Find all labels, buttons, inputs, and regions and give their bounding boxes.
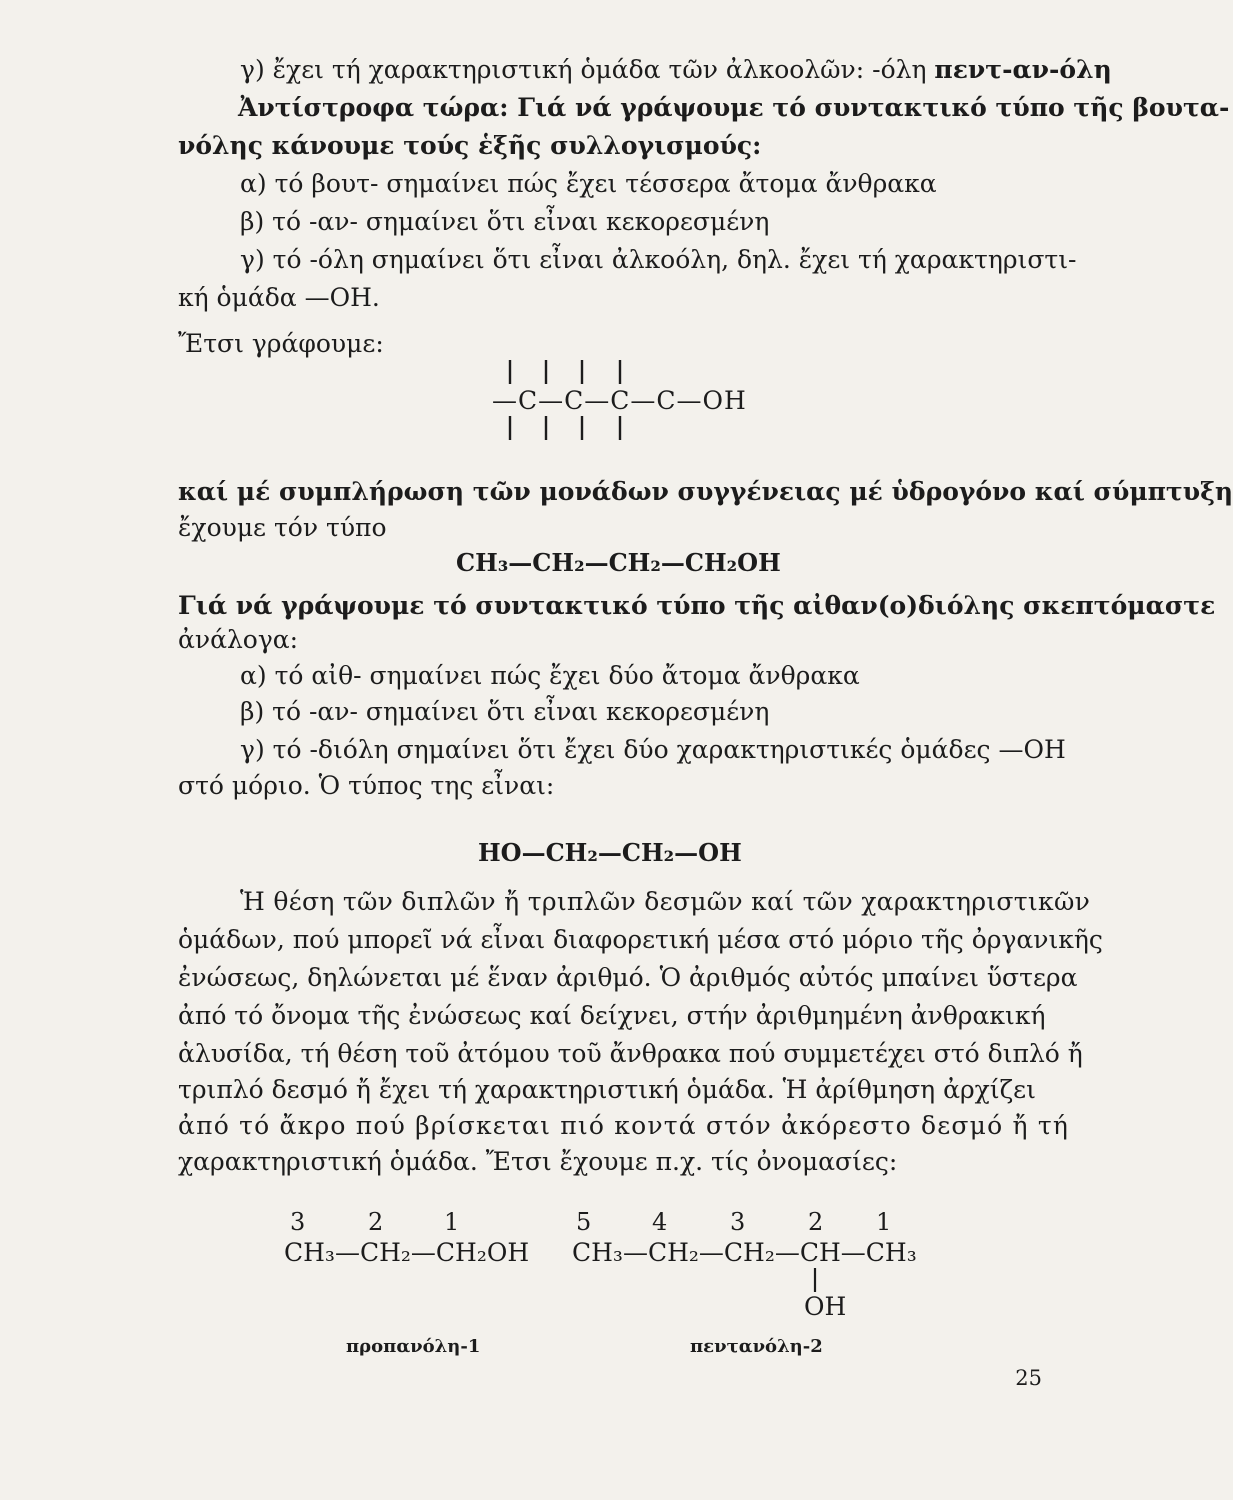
para3-item-c1: γ) τό -διόλη σημαίνει ὅτι ἔχει δύο χαρακτηριστικές ὁμάδες —ΟΗ — [240, 735, 1066, 764]
page-number: 25 — [1015, 1366, 1042, 1390]
para3-item-a: α) τό αἰθ- σημαίνει πώς ἔχει δύο ἄτομα ἄνθρακα — [240, 661, 860, 690]
para3-line2: ἀνάλογα: — [178, 625, 299, 654]
propanol-formula: CH₃—CH₂—CH₂OH — [284, 1238, 530, 1267]
para1-line3: νόλης κάνουμε τούς ἑξῆς συλλογισμούς: — [178, 131, 762, 160]
carbon-number: 2 — [368, 1208, 384, 1236]
para3-item-b: β) τό -αν- σημαίνει ὅτι εἶναι κεκορεσμένη — [240, 697, 770, 726]
para2-line1: καί μέ συμπλήρωση τῶν μονάδων συγγένειας μέ ὑδρογόνο καί σύμπτυξη — [178, 477, 1233, 506]
para4-line: ἁλυσίδα, τή θέση τοῦ ἀτόμου τοῦ ἄνθρακα πού συμμετέχει στό διπλό ἤ — [178, 1039, 1083, 1068]
propanol-name: προπανόλη-1 — [346, 1336, 481, 1357]
pentanol-name: πεντανόλη-2 — [690, 1336, 823, 1357]
term-bold: αἰθαν(ο)διόλης — [793, 591, 1015, 620]
pentanol-formula: CH₃—CH₂—CH₂—CH—CH₃ — [572, 1238, 917, 1267]
para4-line: Ἡ θέση τῶν διπλῶν ἤ τριπλῶν δεσμῶν καί τῶν χαρακτηριστικῶν — [240, 887, 1091, 916]
carbon-number: 2 — [808, 1208, 824, 1236]
substituent-bond — [810, 1268, 820, 1294]
ethanediol-formula: HO—CH₂—CH₂—OH — [478, 838, 742, 867]
para1-item-a: α) τό βουτ- σημαίνει πώς ἔχει τέσσερα ἄτομα ἄνθρακα — [240, 169, 937, 198]
para2-line2: ἔχουμε τόν τύπο — [178, 513, 387, 542]
skeleton-diagram — [488, 358, 748, 442]
carbon-number: 3 — [730, 1208, 746, 1236]
para4-line: ἀπό τό ὄνομα τῆς ἐνώσεως καί δείχνει, στήν ἀριθμημένη ἀνθρακική — [178, 1001, 1046, 1030]
para1-item-c1: γ) τό -όλη σημαίνει ὅτι εἶναι ἀλκοόλη, δηλ. ἔχει τή χαρακτηριστι- — [240, 245, 1077, 274]
para4-line: ἐνώσεως, δηλώνεται μέ ἕναν ἀριθμό. Ὁ ἀριθμός αὐτός μπαίνει ὕστερα — [178, 963, 1078, 992]
para1-item-b: β) τό -αν- σημαίνει ὅτι εἶναι κεκορεσμένη — [240, 207, 770, 236]
para4-line: τριπλό δεσμό ἤ ἔχει τή χαρακτηριστική ὁμάδα. Ἡ ἀρίθμηση ἀρχίζει — [178, 1075, 1036, 1104]
para1-item-c2: κή ὁμάδα —ΟΗ. — [178, 283, 380, 312]
para4-line: ἀπό τό ἄκρο πού βρίσκεται πιό κοντά στόν ἀκόρεστο δεσμό ἤ τή — [178, 1111, 1070, 1140]
text-run: γ) ἔχει τή χαρακτηριστική ὁμάδα τῶν ἀλκοολῶν: -όλη — [240, 55, 935, 84]
carbon-number: 1 — [444, 1208, 460, 1236]
text-run: Γιά νά γράψουμε τό συντακτικό τύπο τῆς — [178, 591, 794, 620]
para1-line1 — [240, 54, 1112, 86]
skeleton-intro: Ἔτσι γράφουμε: — [178, 329, 384, 358]
carbon-number: 5 — [576, 1208, 592, 1236]
skeleton-formula: —C—C—C—C—OH — [492, 386, 747, 415]
para4-line: ὁμάδων, πού μπορεῖ νά εἶναι διαφορετική μέσα στό μόριο τῆς ὀργανικῆς — [178, 925, 1103, 954]
para4-line: χαρακτηριστική ὁμάδα. Ἔτσι ἔχουμε π.χ. τίς ὀνομασίες: — [178, 1147, 898, 1176]
para3-line1 — [178, 590, 1215, 622]
carbon-number: 1 — [876, 1208, 892, 1236]
carbon-number: 3 — [290, 1208, 306, 1236]
text-run: σκεπτόμαστε — [1014, 591, 1216, 620]
substituent-oh: OH — [804, 1292, 847, 1321]
butanol-formula: CH₃—CH₂—CH₂—CH₂OH — [456, 548, 781, 577]
term-bold: πεντ-αν-όλη — [934, 55, 1112, 84]
carbon-number: 4 — [652, 1208, 668, 1236]
para1-line2: Ἀντίστροφα τώρα: Γιά νά γράψουμε τό συντακτικό τύπο τῆς βουτα- — [238, 93, 1230, 122]
para3-item-c2: στό μόριο. Ὁ τύπος της εἶναι: — [178, 771, 555, 800]
